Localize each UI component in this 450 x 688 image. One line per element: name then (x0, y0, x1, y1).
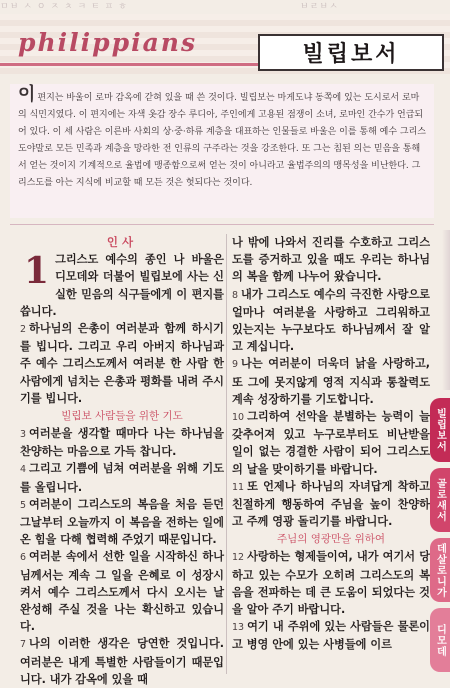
verse (20, 320, 224, 407)
page-bleed-top: ㅁㅂ ㅅ ㅇ ㅈ ㅊ ㅋ ㅌ ㅍ ㅎ ㅂㄹㅂㅅ (0, 2, 339, 12)
chapter-number: 1 (24, 250, 50, 293)
verse (232, 548, 430, 618)
verse (20, 425, 224, 460)
verse-number: 6 (20, 552, 27, 564)
verse-number: 4 (20, 464, 27, 476)
index-tab[interactable]: 데살로니가 (430, 538, 450, 602)
verse (20, 460, 224, 495)
verse (232, 355, 430, 408)
verse-number: 8 (232, 289, 239, 301)
verse (20, 635, 224, 688)
intro-text (18, 86, 428, 192)
chapter-heading: 인사 (106, 235, 138, 249)
verse-number: 9 (232, 359, 239, 371)
book-title-latin: philippians (18, 28, 198, 57)
index-tab[interactable]: 디모데 (430, 608, 450, 672)
book-title-korean: 빌립보서 (258, 34, 444, 71)
verse-text: 여러분이 그리스도의 복음을 처음 듣던 그날부터 오늘까지 이 복음을 전하는 일에 온 힘을 다해 협력해 주었기 때문입니다. (20, 497, 224, 547)
verse-text: 하나님의 은총이 여러분과 함께 하시기를 빕니다. 그리고 우리 아버지 하나님과 주 예수 그리스도께서 여러분 한 사람 한 사람에게 넘치는 은총과 평화를 내려 주시기를 빕니다. (20, 322, 224, 405)
verse (232, 618, 430, 653)
page-bleed-right (442, 230, 450, 390)
right-column (232, 234, 430, 654)
verse (20, 548, 224, 635)
index-tab[interactable]: 빌립보서 (430, 398, 450, 462)
left-column (20, 234, 224, 688)
book-index-tabs (430, 398, 450, 679)
verse (20, 251, 224, 320)
verse-number: 13 (232, 622, 245, 634)
verse (20, 496, 224, 549)
verse-number: 3 (20, 429, 27, 441)
verse-number: 12 (232, 552, 245, 564)
verse-text: 내가 그리스도 예수의 극진한 사랑으로 얼마나 여러분을 사랑하고 그리워하고 있는지는 누구보다도 하나님께서 잘 알고 계십니다. (232, 287, 430, 354)
intro-box (10, 84, 434, 218)
verse-number: 5 (20, 499, 27, 511)
verse-text: 그리스도 예수의 종인 나 바울은 디모데와 더불어 빌립보에 사는 신실한 믿음의 식구들에게 이 편지를 씁니다. (20, 253, 224, 318)
title-rule (0, 63, 262, 66)
verse-text: 나의 이러한 생각은 당연한 것입니다. 여러분은 내게 특별한 사람들이기 때문입니다. 내가 감옥에 있을 때 (20, 637, 224, 686)
verse-text: 여러분 속에서 선한 일을 시작하신 하나님께서는 계속 그 일을 은혜로 이 성장시켜서 예수 그리스도께서 다시 오시는 날 완성해 주실 것을 나는 확신하고 있습니다. (20, 550, 224, 634)
verse-number: 11 (232, 481, 245, 493)
index-tab[interactable]: 골로새서 (430, 468, 450, 532)
verse-text: 여러분을 생각할 때마다 나는 하나님을 찬양하는 마음으로 가득 찹니다. (20, 427, 224, 459)
verse-text: 사랑하는 형제들이여, 내가 여기서 당하고 있는 수모가 오히려 그리스도의 복음을 전파하는 데 큰 도움이 되었다는 것을 알아 주기 바랍니다. (232, 550, 430, 617)
verse-text: 그리고 기쁨에 넘쳐 여러분을 위해 기도를 올립니다. (20, 462, 224, 494)
verse-text: 그리하여 선악을 분별하는 능력이 늘 갖추어져 있고 누구로부터도 비난받을 일이 없는 경결한 사람이 되어 그리스도의 날을 맞이하기를 바랍니다. (232, 410, 430, 476)
intro-divider (10, 224, 434, 225)
intro-dropcap: 이 (18, 84, 36, 105)
intro-body: 편지는 바울이 로마 감옥에 갇혀 있을 때 쓴 것이다. 빌립보는 마게도냐 동쪽에 있는 도시로서 로마의 식민지였다. 이 편지에는 자색 옷감 장수 루디아, 주인에게 고용된 점쟁이 소녀, 로마인 간수가 언급되어 있다. 이 세 사람은 이른바 사회의 상·중·하류 계층을 대표하는 인물들로 바울은 이를 통해 예수 그리스도야말로 모든 민족과 계층을 망라한 전 인류의 구주라는 것을 강조한다. 또 그는 침된 의는 믿음을 통해서 얻는 것이지 기계적으로 율법에 맹종함으로써 얻는 것이 아니라고 율법주의의 맹목성을 비난한다. 그리스도를 아는 지식에 비교할 때 모든 것은 헛되다는 것이다. (18, 93, 426, 188)
verse-text: 여기 내 주위에 있는 사람들은 물론이고 병영 안에 있는 사병들에 이르 (232, 620, 430, 652)
verse-number: 10 (232, 412, 245, 424)
verse-number: 7 (20, 639, 27, 651)
column-divider (226, 234, 227, 674)
section-heading: 빌립보 사람들을 위한 기도 (61, 410, 183, 423)
section-heading: 주님의 영광만을 위하여 (276, 533, 386, 546)
verse (232, 286, 430, 356)
verse-number: 2 (20, 324, 27, 335)
verse-text: 또 언제나 하나님의 자녀답게 착하고 친절하게 행동하여 주님을 높이 찬양하고 주께 영광 돌리기를 바랍니다. (232, 479, 430, 529)
verse-text: 나는 여러분이 더욱더 낡을 사랑하고, 또 그에 못지않게 영적 지식과 통찰력도 계속 성장하기를 기도합니다. (232, 357, 430, 406)
verse (232, 234, 430, 286)
verse (232, 478, 430, 531)
verse (232, 408, 430, 478)
verse-text: 나 밖에 나와서 진리를 수호하고 그리스도를 증거하고 있을 때도 우리는 하나님의 복을 함께 나누어 왔습니다. (232, 236, 430, 284)
